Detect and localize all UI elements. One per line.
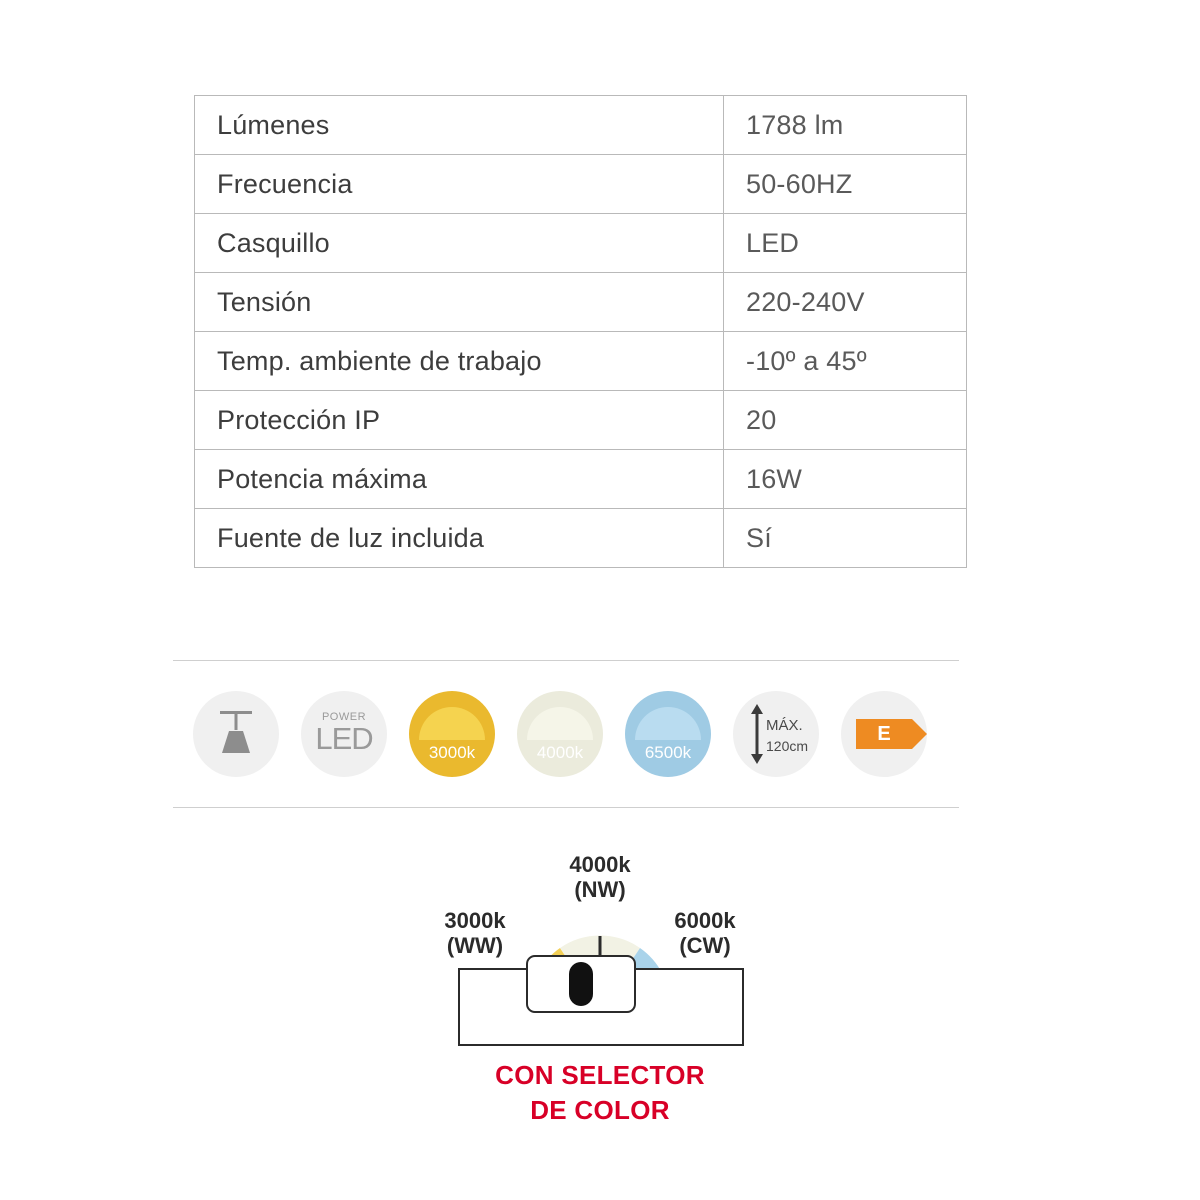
selector-caption-line1: CON SELECTOR: [495, 1060, 705, 1090]
selector-label-nw-line2: (NW): [574, 877, 626, 903]
table-row: [195, 96, 967, 155]
table-row: [195, 450, 967, 509]
table-row: [195, 509, 967, 568]
selector-label-nw: [530, 852, 670, 903]
power-led-top-label: POWER: [321, 711, 367, 723]
selector-label-cw-line2: (CW): [679, 933, 731, 959]
spec-value: LED: [724, 214, 967, 273]
table-row: [195, 214, 967, 273]
table-row: [195, 273, 967, 332]
power-led-icon: [301, 691, 387, 777]
spec-value: 1788 lm: [724, 96, 967, 155]
spec-label: Protección IP: [195, 391, 724, 450]
selector-switch-knob[interactable]: [569, 962, 593, 1006]
spec-value: 50-60HZ: [724, 155, 967, 214]
spec-label: Potencia máxima: [195, 450, 724, 509]
dome-shape-3000k: [419, 707, 485, 740]
spec-value: 20: [724, 391, 967, 450]
max-height-top-label: MÁX.: [766, 717, 803, 734]
color-temp-3000k-icon: [409, 691, 495, 777]
spec-label: Frecuencia: [195, 155, 724, 214]
dome-shape-4000k: [527, 707, 593, 740]
spec-label: Temp. ambiente de trabajo: [195, 332, 724, 391]
color-temp-label: 4000k: [536, 743, 584, 762]
selector-label-cw-line1: 6000k: [674, 908, 736, 933]
spec-label: Tensión: [195, 273, 724, 332]
spec-value: 16W: [724, 450, 967, 509]
spec-value: -10º a 45º: [724, 332, 967, 391]
dome-shape-6500k: [635, 707, 701, 740]
pendant-lamp-icon: [193, 691, 279, 777]
spec-value: Sí: [724, 509, 967, 568]
feature-icon-strip: [173, 660, 959, 808]
color-selector-diagram: [420, 840, 780, 1160]
spec-label: Fuente de luz incluida: [195, 509, 724, 568]
max-height-bottom-label: 120cm: [766, 738, 809, 754]
color-temp-4000k-icon: [517, 691, 603, 777]
double-arrow-icon: [750, 704, 764, 764]
power-led-main-label: LED: [315, 721, 373, 756]
max-height-icon: [733, 691, 819, 777]
selector-label-nw-line1: 4000k: [569, 852, 631, 877]
selector-caption: [330, 1058, 870, 1128]
energy-class-icon: [841, 691, 927, 777]
pendant-lamp-glyph: [206, 705, 266, 763]
spec-label: Lúmenes: [195, 96, 724, 155]
color-temp-label: 3000k: [428, 743, 476, 762]
spec-label: Casquillo: [195, 214, 724, 273]
specifications-table: [194, 95, 967, 568]
energy-class-label: E: [877, 722, 891, 745]
spec-value: 220-240V: [724, 273, 967, 332]
selector-label-ww-line1: 3000k: [444, 908, 506, 933]
color-temp-6500k-icon: [625, 691, 711, 777]
table-row: [195, 155, 967, 214]
table-row: [195, 332, 967, 391]
selector-label-ww-line2: (WW): [446, 933, 504, 959]
color-temp-label: 6500k: [644, 743, 692, 762]
energy-class-tag: [856, 719, 912, 749]
selector-caption-line2: DE COLOR: [530, 1095, 670, 1126]
table-row: [195, 391, 967, 450]
